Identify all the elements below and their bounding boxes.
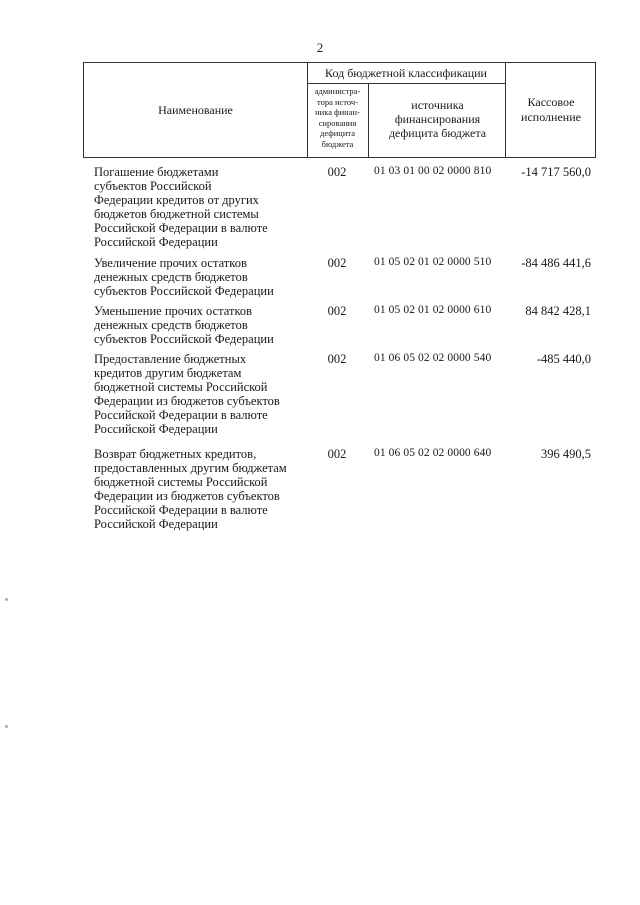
- row-name-line: Российской Федерации: [94, 517, 218, 531]
- header-admin-line: администра-: [314, 86, 361, 96]
- row-admin: 002: [327, 165, 347, 179]
- header-source-line: дефицита бюджета: [388, 126, 487, 140]
- row-code: 01 05 02 01 02 0000 510: [374, 256, 492, 268]
- header-admin-line: ника финан-: [315, 107, 360, 117]
- scan-artifact: [5, 598, 8, 601]
- scan-artifact: [5, 725, 8, 728]
- row-name-line: Возврат бюджетных кредитов,: [94, 447, 257, 461]
- page-number: 2: [316, 40, 324, 55]
- row-name-line: предоставленных другим бюджетам: [94, 461, 287, 475]
- row-amount: -84 486 441,6: [521, 256, 591, 270]
- row-name-line: субъектов Российской Федерации: [94, 284, 274, 298]
- row-code: 01 03 01 00 02 0000 810: [374, 165, 492, 177]
- header-admin-line: бюджета: [321, 138, 354, 149]
- header-source-line: финансирования: [394, 112, 481, 126]
- row-name-line: Российской Федерации: [94, 235, 218, 249]
- row-admin: 002: [327, 447, 347, 461]
- row-name-line: субъектов Российской: [94, 179, 212, 193]
- row-amount: 84 842 428,1: [525, 304, 591, 318]
- header-execution: [505, 63, 596, 157]
- row-name-line: Федерации из бюджетов субъектов: [94, 489, 280, 503]
- row-name-line: Увеличение прочих остатков: [94, 256, 247, 270]
- row-name-line: денежных средств бюджетов: [94, 318, 248, 332]
- row-amount: 396 490,5: [541, 447, 591, 461]
- row-name: [94, 352, 312, 436]
- row-name-line: бюджетов бюджетной системы: [94, 207, 259, 221]
- row-name-line: Российской Федерации: [94, 422, 218, 436]
- row-name-line: Российской Федерации в валюте: [94, 408, 268, 422]
- row-name: [94, 304, 312, 346]
- row-name-line: Федерации кредитов от других: [94, 193, 259, 207]
- row-name-line: бюджетной системы Российской: [94, 380, 268, 394]
- header-execution-line: Кассовое: [527, 95, 575, 109]
- row-name: [94, 256, 312, 298]
- header-source: [370, 84, 505, 157]
- row-amount: -485 440,0: [536, 352, 591, 366]
- header-name: Наименование: [84, 63, 308, 157]
- header-budget-code: Код бюджетной классификации: [307, 63, 505, 84]
- row-name-line: Уменьшение прочих остатков: [94, 304, 253, 318]
- header-admin: [307, 84, 369, 157]
- header-admin-line: дефицита: [320, 128, 355, 138]
- row-name-line: Российской Федерации в валюте: [94, 503, 268, 517]
- row-name: [94, 165, 312, 249]
- table-header: [83, 62, 596, 158]
- row-name-line: Российской Федерации в валюте: [94, 221, 268, 235]
- row-name-line: Предоставление бюджетных: [94, 352, 247, 366]
- row-code: 01 06 05 02 02 0000 640: [374, 447, 492, 459]
- header-admin-line: сирования: [318, 117, 357, 128]
- row-name-line: денежных средств бюджетов: [94, 270, 248, 284]
- row-admin: 002: [327, 256, 347, 270]
- row-name-line: бюджетной системы Российской: [94, 475, 268, 489]
- row-code: 01 06 05 02 02 0000 540: [374, 352, 492, 364]
- row-code: 01 05 02 01 02 0000 610: [374, 304, 492, 316]
- row-name-line: субъектов Российской Федерации: [94, 332, 274, 346]
- row-amount: -14 717 560,0: [521, 165, 591, 179]
- row-name-line: Федерации из бюджетов субъектов: [94, 394, 280, 408]
- row-name-line: кредитов другим бюджетам: [94, 366, 242, 380]
- header-source-line: источника: [411, 98, 464, 112]
- row-admin: 002: [327, 304, 347, 318]
- header-admin-line: тора источ-: [316, 96, 359, 107]
- header-execution-line: исполнение: [521, 110, 581, 124]
- row-name-line: Погашение бюджетами: [94, 165, 219, 179]
- row-admin: 002: [327, 352, 347, 366]
- row-name: [94, 447, 312, 531]
